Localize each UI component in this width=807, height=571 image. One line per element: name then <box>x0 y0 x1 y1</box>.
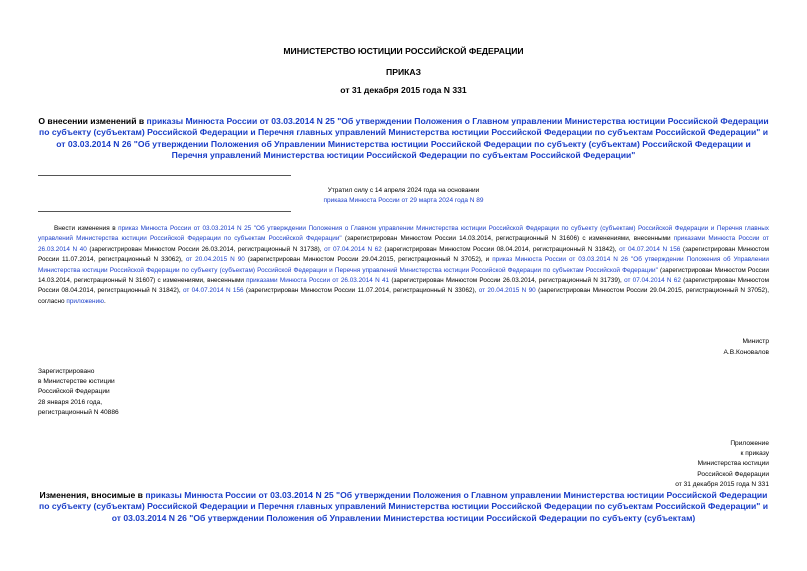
signatory-name: А.В.Коновалов <box>723 348 769 356</box>
body-text: (зарегистрирован Минюстом России 11.07.2014, регистрационный N 33062), <box>38 245 769 264</box>
body-text: (зарегистрирован Минюстом России 08.04.2014, регистрационный N 31842), <box>381 245 620 253</box>
order-90-link[interactable]: от 20.04.2015 N 90 <box>185 256 245 264</box>
order-body-paragraph <box>38 224 769 307</box>
registration-date: 28 января 2016 года, <box>38 398 103 406</box>
title-prefix: О внесении изменений в <box>38 116 147 126</box>
body-text: (зарегистрирован Минюстом России 29.04.2015, регистрационный N 37052), согласно <box>38 287 770 305</box>
appendix-line: Российской Федерации <box>697 470 769 478</box>
appendix-line: Приложение <box>730 440 769 447</box>
order-156-link-second[interactable]: от 04.07.2014 N 156 <box>183 287 244 295</box>
changes-title-prefix: Изменения, вносимые в <box>39 490 146 500</box>
appendix-line: от 31 декабря 2015 года N 331 <box>675 480 769 488</box>
registration-number: регистрационный N 40886 <box>38 408 119 416</box>
document-title <box>38 116 769 162</box>
order-90-link-second[interactable]: от 20.04.2015 N 90 <box>478 287 536 295</box>
divider-top <box>38 175 291 176</box>
registration-block <box>38 367 119 418</box>
lapsed-order-link[interactable]: приказа Минюста России от 29 марта 2024 года N 89 <box>323 197 484 204</box>
body-text: Внести изменения в <box>54 225 119 232</box>
body-text: (зарегистрирован Минюстом России 26.03.2014, регистрационный N 31738), <box>86 245 325 253</box>
registration-line: в Министерстве юстиции <box>38 378 115 386</box>
order-date-number: от 31 декабря 2015 года N 331 <box>340 85 467 95</box>
appendix-header <box>675 439 769 490</box>
order-40-link[interactable]: приказами Минюста России от 26.03.2014 N 40 <box>38 235 769 253</box>
order-41-link[interactable]: приказами Минюста России от 26.03.2014 N 41 <box>246 277 390 285</box>
body-text: (зарегистрирован Минюстом России 26.03.2014, регистрационный N 31739), <box>389 277 625 285</box>
order-62-link[interactable]: от 07.04.2014 N 62 <box>324 245 382 253</box>
appendix-link[interactable]: приложению <box>66 297 104 305</box>
divider-bottom <box>38 211 291 212</box>
body-text: (зарегистрирован Минюстом России 11.07.2014, регистрационный N 33062), <box>243 287 479 295</box>
registration-line: Зарегистрировано <box>38 368 95 375</box>
appendix-line: к приказу <box>740 450 769 458</box>
body-text: (зарегистрирован Минюстом России 14.03.2014, регистрационный N 31607) с изменениями, внесенными <box>38 266 769 285</box>
registration-line: Российской Федерации <box>38 388 110 396</box>
body-text: (зарегистрирован Минюстом России 29.04.2015, регистрационный N 37052), и <box>244 256 493 264</box>
changes-orders-link[interactable]: приказы Минюста России от 03.03.2014 N 25 "Об утверждении Положения о Главном управлении Министерства юстиции Российской Федерации по субъекту (субъектам) Российской Федерации и Перечня главных управлений Министерства юстиции Российской Федерации по субъектам Российской Федерации" и от 03.03.2014 N 26 "Об утверждении Положения об Управлении Министерства юстиции Российской Федерации по субъекту (субъектам) <box>39 490 768 523</box>
body-text: (зарегистрирован Минюстом России 08.04.2014, регистрационный N 31842), <box>38 277 769 295</box>
document-type: ПРИКАЗ <box>386 67 421 77</box>
ministry-heading: МИНИСТЕРСТВО ЮСТИЦИИ РОССИЙСКОЙ ФЕДЕРАЦИИ <box>283 46 524 56</box>
body-text: (зарегистрирован Минюстом России 14.03.2014, регистрационный N 31606) с изменениями, внесенными <box>341 235 674 243</box>
signatory-position: Министр <box>742 338 769 345</box>
title-orders-link[interactable]: приказы Минюста России от 03.03.2014 N 25 "Об утверждении Положения о Главном управлении Министерства юстиции Российской Федерации по субъекту (субъектам) Российской Федерации и Перечня главных управлений Министерства юстиции Российской Федерации по субъектам Российской Федерации" и от 03.03.2014 N 26 "Об утверждении Положения об Управлении Министерства юстиции Российской Федерации по субъекту (субъектам) Российской Федерации и Перечня управлений Министерства юстиции Российской Федерации по субъектам Российской Федерации" <box>39 116 769 161</box>
changes-title <box>38 490 769 524</box>
order-62-link-second[interactable]: от 07.04.2014 N 62 <box>624 277 681 285</box>
order-156-link[interactable]: от 04.07.2014 N 156 <box>619 245 681 253</box>
order-25-link[interactable]: приказ Минюста России от 03.03.2014 N 25 "Об утверждении Положения о Главном управлении Министерства юстиции Российской Федерации по субъекту (субъектам) Российской Федерации и Перечня главных управлений Министерства юстиции Российской Федерации по субъектам Российской Федерации" <box>38 225 769 243</box>
signature-block <box>724 337 769 358</box>
order-26-link[interactable]: приказ Минюста России от 03.03.2014 N 26 "Об утверждении Положения об Управлении Министерства юстиции Российской Федерации по субъекту (субъектам) Российской Федерации и Перечня управлений Министерства юстиции Российской Федерации по субъектам Российской Федерации" <box>38 256 770 274</box>
appendix-line: Министерства юстиции <box>697 460 769 468</box>
lapsed-notice <box>240 186 567 206</box>
lapsed-text: Утратил силу с 14 апреля 2024 года на основании <box>327 187 480 194</box>
body-text: . <box>103 297 106 305</box>
